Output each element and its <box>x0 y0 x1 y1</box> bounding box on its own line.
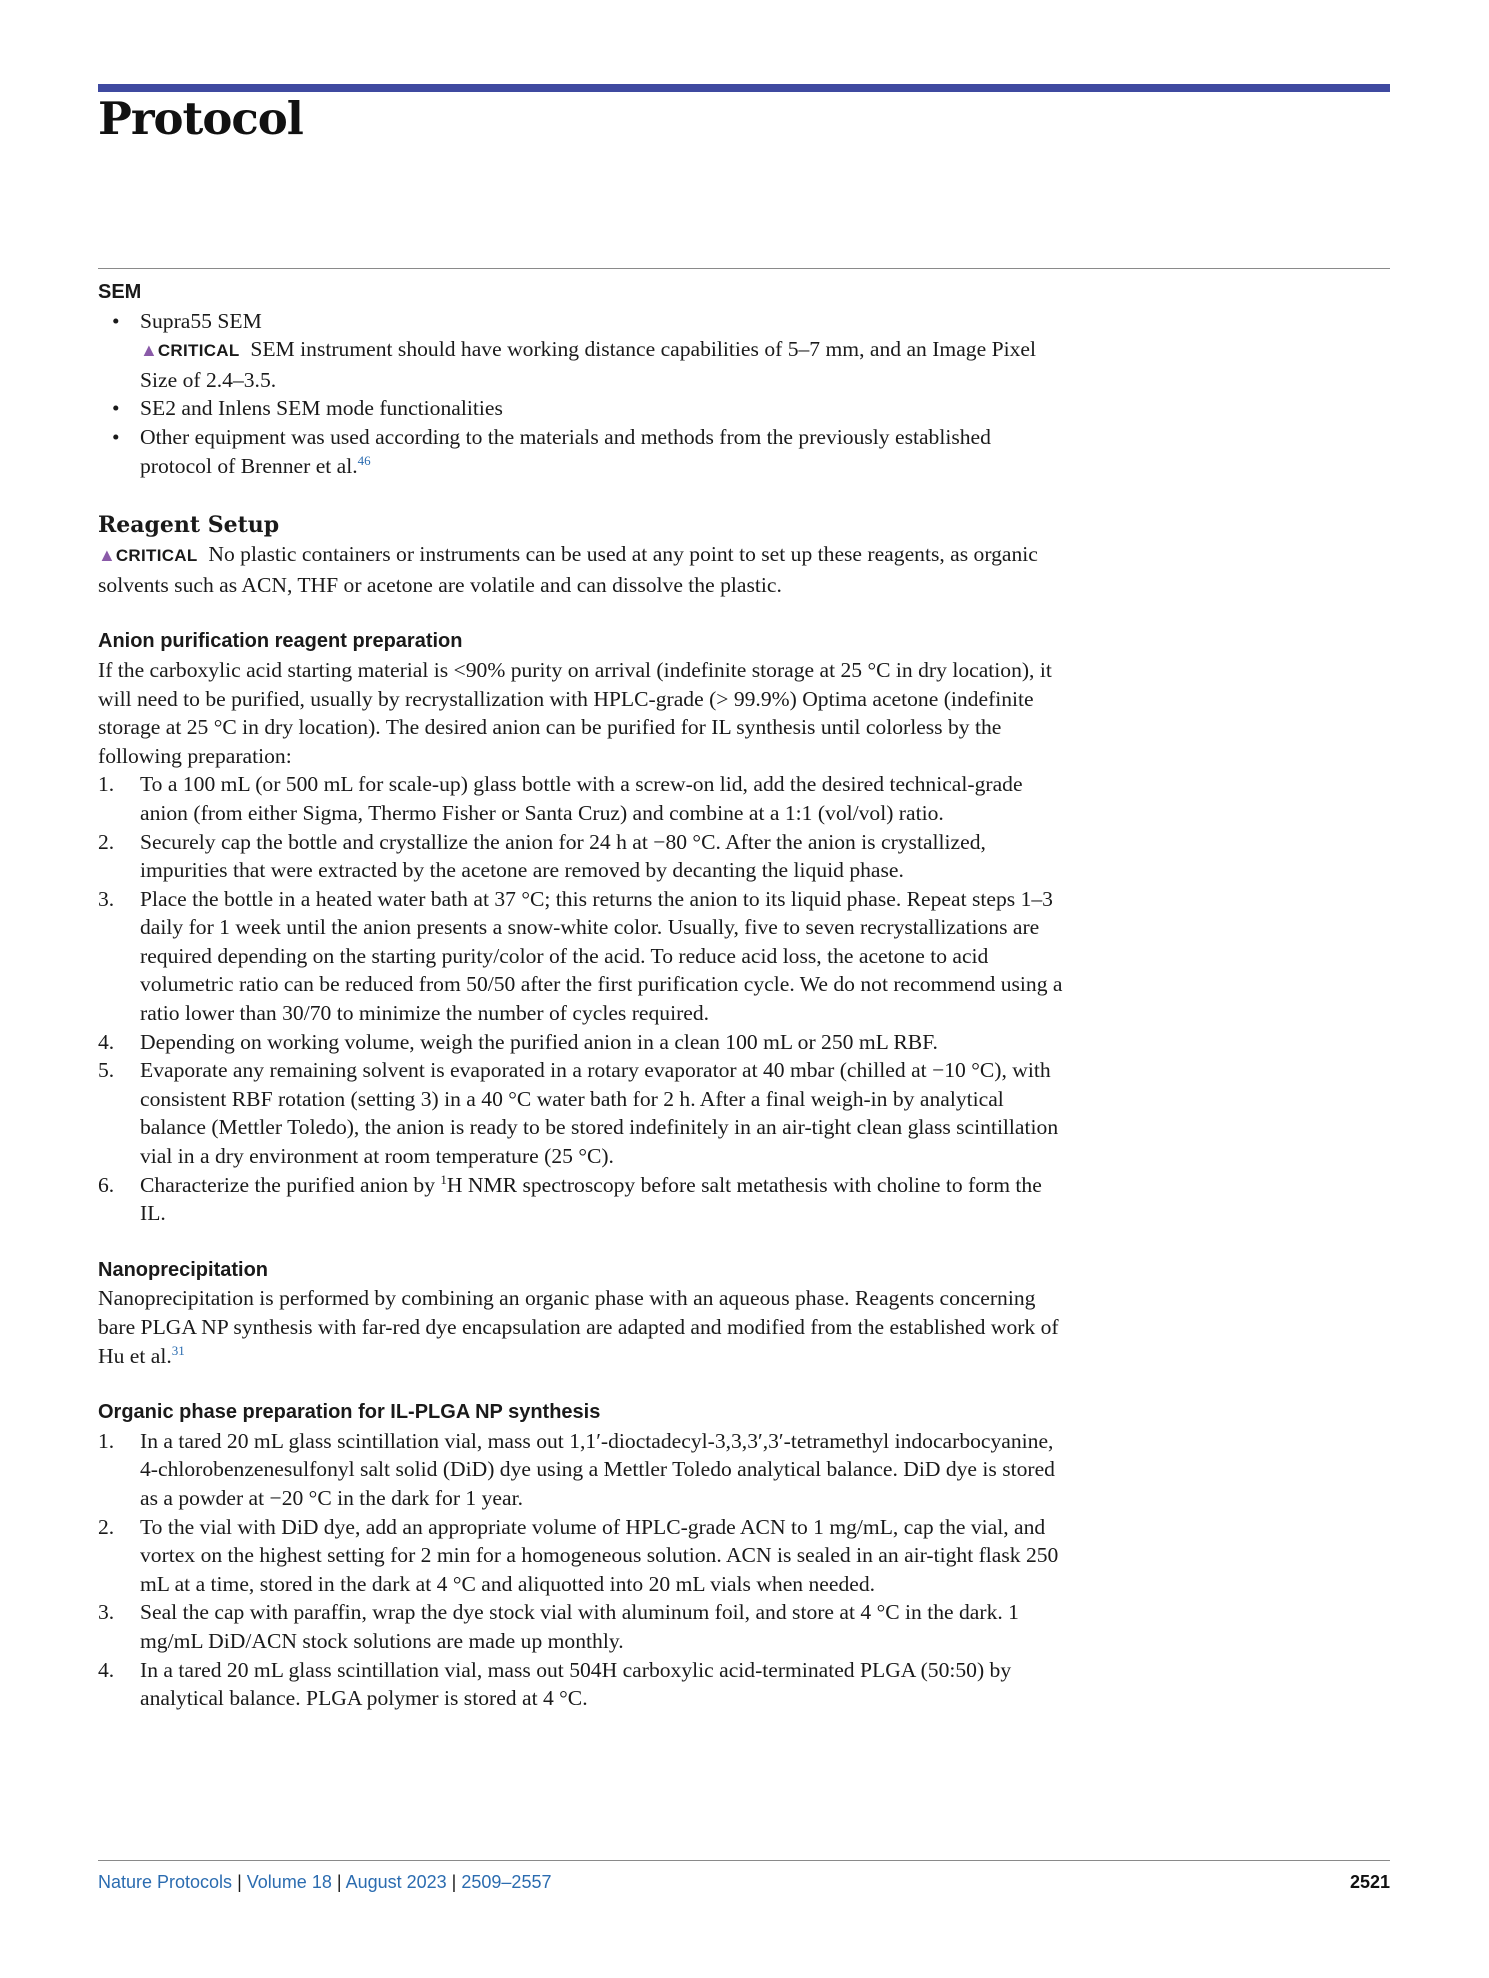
footer-citation: Nature Protocols | Volume 18 | August 2023 | 2509–2557 <box>98 1872 552 1892</box>
critical-note <box>98 540 1068 599</box>
sem-list <box>98 307 1068 481</box>
list-item: 1. In a tared 20 mL glass scintillation vial, mass out 1,1′-dioctadecyl-3,3,3′,3′-tetramethyl indocarbocyanine, 4-chlorobenzenesulfonyl salt solid (DiD) dye using a Mettler Toledo analytical balance. DiD dye is stored as a powder at −20 °C in the dark for 1 year. <box>98 1428 1055 1510</box>
organic-heading: Organic phase preparation for IL-PLGA NP synthesis <box>98 1401 601 1424</box>
reagent-setup-heading: Reagent Setup <box>98 512 280 539</box>
nano-paragraph: Nanoprecipitation is performed by combining an organic phase with an aqueous phase. Reagents concerning bare PLGA NP synthesis with far-red dye encapsulation are adapted and modified from the established work of Hu et al.$^{31}$ <box>98 1286 1059 1368</box>
list-item: 5. Evaporate any remaining solvent is evaporated in a rotary evaporator at 40 mbar (chilled at −10 °C), with consistent RBF rotation (setting 3) in a 40 °C water bath for 2 h. After a final weigh-in by analytical balance (Mettler Toledo), the anion is ready to be stored indefinitely in an air-tight clean glass scintillation vial in a dry environment at room temperature (25 °C). <box>98 1058 1059 1169</box>
footer-divider <box>98 1860 1390 1861</box>
header-rule <box>98 84 1390 92</box>
sem-heading: SEM <box>98 281 142 303</box>
list-item <box>98 423 1068 480</box>
journal-link[interactable]: Nature Protocols <box>98 1872 233 1892</box>
footer-date: August 2023 <box>345 1872 447 1892</box>
list-item: 2. To the vial with DiD dye, add an appropriate volume of HPLC-grade ACN to 1 mg/mL, cap the vial, and vortex on the highest setting for 2 min for a homogeneous solution. ACN is sealed in an air-tight flask 250 mL at a time, stored in the dark at 4 °C and aliquotted into 20 mL vials when needed. <box>98 1514 1059 1596</box>
anion-steps <box>98 770 1068 1228</box>
footer-volume: Volume 18 <box>246 1872 332 1892</box>
list-item: 4. Depending on working volume, weigh the purified anion in a clean 100 mL or 250 mL RBF. <box>98 1029 938 1054</box>
sem-item-text: SE2 and Inlens SEM mode functionalities <box>140 396 503 421</box>
list-item: 3. Seal the cap with paraffin, wrap the dye stock vial with aluminum foil, and store at 4 °C in the dark. 1 mg/mL DiD/ACN stock solutions are made up monthly. <box>98 1600 1019 1653</box>
critical-label: CRITICAL <box>157 341 240 361</box>
nano-heading: Nanoprecipitation <box>98 1258 269 1281</box>
article-body <box>98 278 1068 1713</box>
critical-text: SEM instrument should have working distance capabilities of 5–7 mm, and an Image Pixel Size of 2.4–3.5. <box>140 337 1036 392</box>
sem-item-text: Supra55 SEM <box>140 308 262 333</box>
page-number: 2521 <box>1349 1872 1390 1892</box>
list-item: 4. In a tared 20 mL glass scintillation vial, mass out 504H carboxylic acid-terminated PLGA (50:50) by analytical balance. PLGA polymer is stored at 4 °C. <box>98 1657 1012 1711</box>
list-item: 3. Place the bottle in a heated water bath at 37 °C; this returns the anion to its liquid phase. Repeat steps 1–3 daily for 1 week until the anion presents a snow-white color. Usually, five to seven recrystallizations are required depending on the starting purity/color of the acid. To reduce acid loss, the acetone to acid volumetric ratio can be reduced from 50/50 after the first purification cycle. We do not recommend using a ratio lower than 30/70 to minimize the number of cycles required. <box>98 886 1063 1026</box>
footer-pages: 2509–2557 <box>461 1872 552 1892</box>
list-item <box>98 394 1068 423</box>
critical-text: No plastic containers or instruments can be used at any point to set up these reagents, as organic solvents such as ACN, THF or acetone are volatile and can dissolve the plastic. <box>98 542 1038 597</box>
anion-heading: Anion purification reagent preparation <box>98 630 463 653</box>
critical-triangle-icon: ▲ <box>98 545 116 566</box>
anion-intro: If the carboxylic acid starting material is <90% purity on arrival (indefinite storage at 25 °C in dry location), it will need to be purified, usually by recrystallization with HPLC-grade (> 99.9%) Optima acetone (indefinite storage at 25 °C in dry location). The desired anion can be purified for IL synthesis until colorless by the following preparation: <box>98 657 1052 768</box>
section-divider <box>98 268 1390 269</box>
page-title: Protocol <box>98 92 303 145</box>
citation-link[interactable]: 46 <box>357 452 371 468</box>
list-item: 1. To a 100 mL (or 500 mL for scale-up) glass bottle with a screw-on lid, add the desired technical-grade anion (from either Sigma, Thermo Fisher or Santa Cruz) and combine at a 1:1 (vol/vol) ratio. <box>98 772 1023 825</box>
critical-label: CRITICAL <box>115 546 198 566</box>
sem-item-text: Other equipment was used according to the materials and methods from the previously established protocol of Brenner et al. <box>140 424 991 478</box>
list-item: 2. Securely cap the bottle and crystallize the anion for 24 h at −80 °C. After the anion is crystallized, impurities that were extracted by the acetone are removed by decanting the liquid phase. <box>98 829 986 883</box>
organic-steps <box>98 1427 1068 1713</box>
list-item: 6. Characterize the purified anion by $^1$H NMR spectroscopy before salt metathesis with choline to form the IL. <box>98 1171 1042 1226</box>
citation-link[interactable]: 31 <box>171 1342 185 1358</box>
list-item <box>98 307 1068 395</box>
critical-triangle-icon: ▲ <box>140 340 158 361</box>
